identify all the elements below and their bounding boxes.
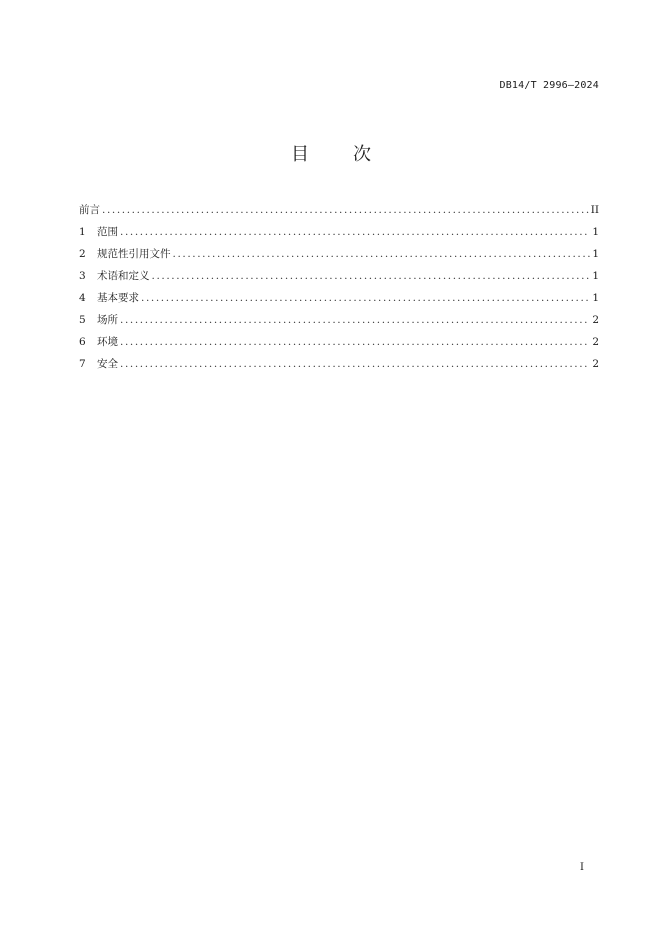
toc-entry-page: 1 (592, 226, 599, 238)
page-number: I (580, 862, 584, 873)
toc-entry-normative-references[interactable] (79, 243, 599, 265)
toc-dot-leader (152, 265, 591, 287)
toc-entry-safety[interactable] (79, 353, 599, 375)
toc-entry-number: 2 (79, 248, 86, 260)
toc-entry-label: 场所 (97, 314, 118, 326)
toc-entry-number: 6 (79, 336, 86, 348)
document-code: DB14/T 2996—2024 (499, 80, 599, 91)
toc-dot-leader (102, 199, 589, 221)
toc-entry-number: 5 (79, 314, 86, 326)
toc-entry-number: 1 (79, 226, 86, 238)
toc-entry-environment[interactable] (79, 331, 599, 353)
table-of-contents (79, 199, 599, 375)
toc-dot-leader (120, 331, 590, 353)
toc-entry-venue[interactable] (79, 309, 599, 331)
toc-entry-label: 术语和定义 (97, 270, 150, 282)
toc-title-char-1: 目 (291, 144, 309, 165)
toc-title (0, 140, 662, 166)
toc-dot-leader (141, 287, 590, 309)
toc-entry-page: 1 (592, 248, 599, 260)
toc-entry-page: 2 (592, 314, 599, 326)
toc-entry-number: 7 (79, 358, 86, 370)
toc-entry-label: 安全 (97, 358, 118, 370)
toc-entry-page: II (590, 204, 599, 216)
toc-dot-leader (120, 309, 590, 331)
toc-entry-page: 2 (592, 336, 599, 348)
toc-entry-label: 范围 (97, 226, 118, 238)
toc-entry-label: 前言 (79, 204, 100, 216)
toc-entry-label: 规范性引用文件 (97, 248, 171, 260)
toc-entry-terms-definitions[interactable] (79, 265, 599, 287)
toc-entry-number: 4 (79, 292, 86, 304)
toc-entry-page: 1 (592, 270, 599, 282)
toc-entry-basic-requirements[interactable] (79, 287, 599, 309)
toc-entry-foreword[interactable] (79, 199, 599, 221)
toc-entry-page: 1 (592, 292, 599, 304)
toc-dot-leader (120, 353, 590, 375)
toc-entry-label: 基本要求 (97, 292, 139, 304)
toc-dot-leader (120, 221, 590, 243)
toc-entry-number: 3 (79, 270, 86, 282)
toc-title-char-2: 次 (353, 144, 371, 165)
toc-entry-scope[interactable] (79, 221, 599, 243)
toc-entry-page: 2 (592, 358, 599, 370)
toc-dot-leader (173, 243, 591, 265)
toc-entry-label: 环境 (97, 336, 118, 348)
